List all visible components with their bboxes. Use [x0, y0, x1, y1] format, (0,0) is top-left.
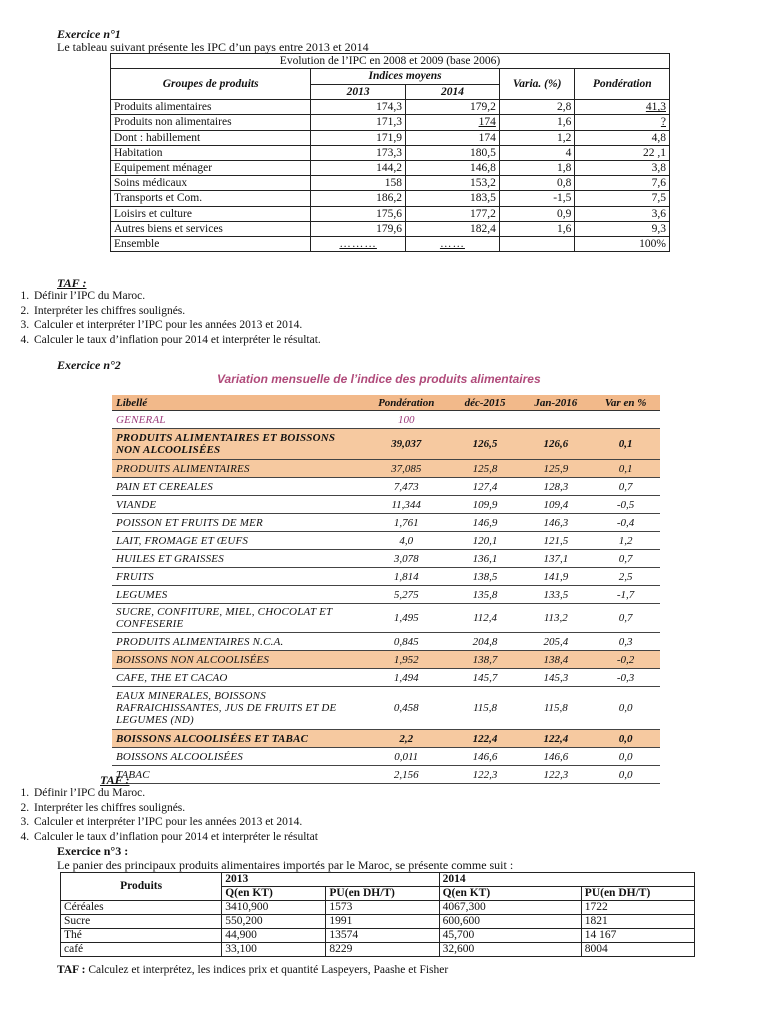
- imports-cell-label: Thé: [61, 929, 222, 943]
- ipc-table: [110, 53, 670, 252]
- food-cell-label: LEGUMES: [112, 586, 363, 604]
- food-cell-var: 0,3: [591, 633, 660, 651]
- ipc-cell-label: Transports et Com.: [111, 191, 311, 206]
- food-cell-jan: 138,4: [520, 651, 591, 669]
- food-cell-label: CAFE, THE ET CACAO: [112, 669, 363, 687]
- food-cell-jan: 137,1: [520, 550, 591, 568]
- col-varia: Varia. (%): [499, 69, 575, 100]
- ipc-cell-pond: 7,5: [575, 191, 670, 206]
- ex1-taf-list: [0, 289, 321, 347]
- ex2-taf-list: [0, 786, 318, 844]
- food-cell-pond: 0,011: [363, 748, 450, 766]
- col-2013: 2013: [311, 84, 406, 100]
- food-cell-jan: 125,9: [520, 460, 591, 478]
- food-index-row: [112, 766, 660, 784]
- ex3-title: Exercice n°3 :: [57, 844, 129, 858]
- food-cell-var: 1,2: [591, 532, 660, 550]
- ipc-cell-v2014: 180,5: [406, 145, 500, 160]
- imports-row: [61, 915, 695, 929]
- t2-col-ponderation: Pondération: [363, 395, 450, 411]
- food-cell-pond: 11,344: [363, 496, 450, 514]
- t3-year-2014: 2014: [439, 873, 694, 887]
- food-cell-dec: 122,3: [450, 766, 521, 784]
- ipc-cell-v2013: 171,9: [311, 130, 406, 145]
- ex3-taf: [57, 964, 448, 976]
- food-cell-dec: 109,9: [450, 496, 521, 514]
- food-cell-var: 0,0: [591, 766, 660, 784]
- ipc-cell-v2014: 177,2: [406, 206, 500, 221]
- ipc-row: [111, 130, 670, 145]
- food-cell-pond: 0,845: [363, 633, 450, 651]
- food-cell-label: BOISSONS ALCOOLISÉES ET TABAC: [112, 730, 363, 748]
- food-cell-jan: 141,9: [520, 568, 591, 586]
- ipc-row: [111, 160, 670, 175]
- ex2-taf-label: TAF :: [100, 773, 130, 787]
- imports-cell-label: café: [61, 943, 222, 957]
- food-cell-pond: 1,495: [363, 604, 450, 633]
- t3-col-pu2013: PU(en DH/T): [326, 887, 439, 901]
- ex3-intro: Le panier des principaux produits alimentaires importés par le Maroc, se présente comme suit :: [57, 858, 514, 872]
- food-index-row: [112, 532, 660, 550]
- ipc-cell-varia: 0,8: [499, 176, 575, 191]
- food-cell-pond: 0,458: [363, 687, 450, 730]
- food-cell-pond: 1,814: [363, 568, 450, 586]
- food-cell-pond: 4,0: [363, 532, 450, 550]
- t2-col-jan2016: Jan-2016: [520, 395, 591, 411]
- food-cell-dec: 146,9: [450, 514, 521, 532]
- imports-cell-pu13: 13574: [326, 929, 439, 943]
- ipc-cell-varia: -1,5: [499, 191, 575, 206]
- taf-item: 1. Définir l’IPC du Maroc.: [32, 289, 321, 304]
- ipc-cell-varia: 1,6: [499, 115, 575, 130]
- ipc-cell-v2013: 158: [311, 176, 406, 191]
- food-cell-pond: 2,156: [363, 766, 450, 784]
- food-index-row: [112, 604, 660, 633]
- food-cell-pond: 1,494: [363, 669, 450, 687]
- food-cell-jan: 146,6: [520, 748, 591, 766]
- imports-row: [61, 901, 695, 915]
- taf-item: 3. Calculer et interpréter l’IPC pour les années 2013 et 2014.: [32, 318, 321, 333]
- food-cell-jan: 122,3: [520, 766, 591, 784]
- food-cell-var: 0,7: [591, 478, 660, 496]
- ipc-cell-pond: 100%: [575, 236, 670, 251]
- imports-cell-label: Sucre: [61, 915, 222, 929]
- ipc-cell-label: Habitation: [111, 145, 311, 160]
- food-cell-var: -0,4: [591, 514, 660, 532]
- food-cell-label: BOISSONS NON ALCOOLISÉES: [112, 651, 363, 669]
- food-cell-jan: 126,6: [520, 429, 591, 460]
- food-cell-jan: 115,8: [520, 687, 591, 730]
- food-cell-jan: 146,3: [520, 514, 591, 532]
- ipc-cell-label: Equipement ménager: [111, 160, 311, 175]
- food-index-row: [112, 568, 660, 586]
- food-cell-label: GENERAL: [112, 411, 363, 429]
- ipc-cell-v2013: 175,6: [311, 206, 406, 221]
- food-index-row: [112, 730, 660, 748]
- taf-item: 3. Calculer et interpréter l’IPC pour les années 2013 et 2014.: [32, 815, 318, 830]
- ex3-taf-label: TAF :: [57, 964, 86, 976]
- food-cell-pond: 7,473: [363, 478, 450, 496]
- food-cell-label: EAUX MINERALES, BOISSONS RAFRAICHISSANTES, JUS DE FRUITS ET DE LEGUMES (ND): [112, 687, 363, 730]
- ipc-cell-pond: 22 ,1: [575, 145, 670, 160]
- ipc-cell-varia: [499, 236, 575, 251]
- food-cell-dec: 112,4: [450, 604, 521, 633]
- food-index-row: [112, 550, 660, 568]
- ipc-cell-v2013: 144,2: [311, 160, 406, 175]
- food-index-row: [112, 429, 660, 460]
- imports-row: [61, 929, 695, 943]
- food-cell-label: TABAC: [112, 766, 363, 784]
- ipc-cell-varia: 0,9: [499, 206, 575, 221]
- food-cell-var: 0,7: [591, 550, 660, 568]
- ipc-cell-varia: 1,2: [499, 130, 575, 145]
- food-cell-pond: 5,275: [363, 586, 450, 604]
- imports-cell-q14: 45,700: [439, 929, 581, 943]
- ipc-cell-v2013: 173,3: [311, 145, 406, 160]
- ex1-title: Exercice n°1: [57, 27, 121, 41]
- food-cell-pond: 2,2: [363, 730, 450, 748]
- food-cell-pond: 37,085: [363, 460, 450, 478]
- food-index-row: [112, 687, 660, 730]
- taf-item: 2. Interpréter les chiffres soulignés.: [32, 801, 318, 816]
- ipc-cell-pond: 3,8: [575, 160, 670, 175]
- food-index-row: [112, 669, 660, 687]
- t3-col-produits: Produits: [61, 873, 222, 901]
- ipc-row: [111, 236, 670, 251]
- t3-year-2013: 2013: [222, 873, 439, 887]
- ex1-intro: Le tableau suivant présente les IPC d’un pays entre 2013 et 2014: [57, 40, 369, 54]
- imports-cell-pu14: 1722: [581, 901, 694, 915]
- food-index-row: [112, 411, 660, 429]
- food-cell-dec: 127,4: [450, 478, 521, 496]
- ipc-cell-v2014: 179,2: [406, 100, 500, 115]
- ipc-cell-pond: 4,8: [575, 130, 670, 145]
- food-cell-jan: 205,4: [520, 633, 591, 651]
- ipc-cell-label: Loisirs et culture: [111, 206, 311, 221]
- food-cell-jan: 121,5: [520, 532, 591, 550]
- food-index-row: [112, 514, 660, 532]
- food-cell-var: 0,1: [591, 460, 660, 478]
- ipc-cell-pond: 9,3: [575, 221, 670, 236]
- food-cell-dec: 122,4: [450, 730, 521, 748]
- food-index-row: [112, 633, 660, 651]
- ipc-cell-pond: 41,3: [575, 100, 670, 115]
- imports-cell-pu13: 8229: [326, 943, 439, 957]
- ex1-taf-label: TAF :: [57, 276, 87, 290]
- imports-cell-q14: 4067,300: [439, 901, 581, 915]
- t3-col-q2013: Q(en KT): [222, 887, 326, 901]
- imports-cell-q14: 600,600: [439, 915, 581, 929]
- ipc-cell-varia: 2,8: [499, 100, 575, 115]
- imports-cell-pu13: 1573: [326, 901, 439, 915]
- food-cell-var: 0,1: [591, 429, 660, 460]
- t2-col-dec2015: déc-2015: [450, 395, 521, 411]
- imports-cell-pu14: 14 167: [581, 929, 694, 943]
- food-cell-label: SUCRE, CONFITURE, MIEL, CHOCOLAT ET CONFESERIE: [112, 604, 363, 633]
- ipc-cell-v2014: 174: [406, 115, 500, 130]
- food-index-table: [112, 395, 660, 784]
- food-cell-label: PRODUITS ALIMENTAIRES N.C.A.: [112, 633, 363, 651]
- imports-cell-pu14: 1821: [581, 915, 694, 929]
- col-groupes: Groupes de produits: [111, 69, 311, 100]
- food-cell-label: PAIN ET CEREALES: [112, 478, 363, 496]
- imports-cell-q13: 3410,900: [222, 901, 326, 915]
- col-2014: 2014: [406, 84, 500, 100]
- food-cell-dec: 120,1: [450, 532, 521, 550]
- taf-item: 4. Calculer le taux d’inflation pour 2014 et interpréter le résultat.: [32, 333, 321, 348]
- ipc-cell-v2014: 174: [406, 130, 500, 145]
- food-cell-pond: 1,952: [363, 651, 450, 669]
- food-cell-pond: 100: [363, 411, 450, 429]
- ipc-row: [111, 100, 670, 115]
- imports-cell-pu14: 8004: [581, 943, 694, 957]
- ipc-cell-label: Produits alimentaires: [111, 100, 311, 115]
- ipc-cell-varia: 1,8: [499, 160, 575, 175]
- food-cell-jan: 113,2: [520, 604, 591, 633]
- food-cell-pond: 1,761: [363, 514, 450, 532]
- food-cell-jan: [520, 411, 591, 429]
- ipc-cell-v2014: 153,2: [406, 176, 500, 191]
- ipc-row: [111, 221, 670, 236]
- food-index-row: [112, 496, 660, 514]
- ipc-table-caption: Evolution de l’IPC en 2008 et 2009 (base 2006): [111, 54, 670, 69]
- imports-row: [61, 943, 695, 957]
- food-cell-pond: 3,078: [363, 550, 450, 568]
- food-cell-var: -0,3: [591, 669, 660, 687]
- imports-cell-q13: 44,900: [222, 929, 326, 943]
- food-cell-var: -0,5: [591, 496, 660, 514]
- food-cell-jan: 122,4: [520, 730, 591, 748]
- imports-cell-q13: 550,200: [222, 915, 326, 929]
- ipc-cell-label: Dont : habillement: [111, 130, 311, 145]
- ipc-cell-label: Autres biens et services: [111, 221, 311, 236]
- food-cell-dec: 138,7: [450, 651, 521, 669]
- imports-cell-pu13: 1991: [326, 915, 439, 929]
- food-cell-label: VIANDE: [112, 496, 363, 514]
- t3-col-pu2014: PU(en DH/T): [581, 887, 694, 901]
- ipc-cell-label: Soins médicaux: [111, 176, 311, 191]
- t2-col-libelle: Libellé: [112, 395, 363, 411]
- food-cell-dec: 136,1: [450, 550, 521, 568]
- food-cell-label: LAIT, FROMAGE ET ŒUFS: [112, 532, 363, 550]
- food-cell-dec: 126,5: [450, 429, 521, 460]
- food-cell-var: -0,2: [591, 651, 660, 669]
- food-cell-label: HUILES ET GRAISSES: [112, 550, 363, 568]
- food-cell-jan: 128,3: [520, 478, 591, 496]
- food-cell-label: BOISSONS ALCOOLISÉES: [112, 748, 363, 766]
- ipc-cell-label: Ensemble: [111, 236, 311, 251]
- ipc-cell-pond: ?: [575, 115, 670, 130]
- food-cell-dec: 138,5: [450, 568, 521, 586]
- ipc-row: [111, 206, 670, 221]
- imports-table: [60, 872, 695, 957]
- taf-item: 2. Interpréter les chiffres soulignés.: [32, 304, 321, 319]
- ex2-title: Exercice n°2: [57, 358, 121, 372]
- t2-col-var: Var en %: [591, 395, 660, 411]
- food-cell-var: 0,0: [591, 687, 660, 730]
- ipc-cell-label: Produits non alimentaires: [111, 115, 311, 130]
- ex2-table-title: Variation mensuelle de l’indice des produits alimentaires: [217, 372, 541, 386]
- food-cell-dec: 146,6: [450, 748, 521, 766]
- ipc-cell-varia: 4: [499, 145, 575, 160]
- food-index-row: [112, 478, 660, 496]
- food-cell-jan: 145,3: [520, 669, 591, 687]
- food-index-row: [112, 748, 660, 766]
- ex3-taf-text: Calculez et interprétez, les indices prix et quantité Laspeyers, Paashe et Fisher: [88, 964, 449, 976]
- ipc-cell-v2013: 179,6: [311, 221, 406, 236]
- ipc-cell-v2013: 186,2: [311, 191, 406, 206]
- food-cell-var: 0,0: [591, 748, 660, 766]
- taf-item: 4. Calculer le taux d’inflation pour 2014 et interpréter le résultat: [32, 830, 318, 845]
- food-cell-var: 0,7: [591, 604, 660, 633]
- food-cell-label: PRODUITS ALIMENTAIRES: [112, 460, 363, 478]
- food-cell-var: 0,0: [591, 730, 660, 748]
- ipc-cell-v2013: 174,3: [311, 100, 406, 115]
- ipc-cell-v2014: 182,4: [406, 221, 500, 236]
- food-cell-label: FRUITS: [112, 568, 363, 586]
- food-cell-pond: 39,037: [363, 429, 450, 460]
- food-cell-var: -1,7: [591, 586, 660, 604]
- ipc-row: [111, 191, 670, 206]
- ipc-cell-v2013: ………: [311, 236, 406, 251]
- ipc-row: [111, 145, 670, 160]
- taf-item: 1. Définir l’IPC du Maroc.: [32, 786, 318, 801]
- food-index-row: [112, 586, 660, 604]
- ipc-row: [111, 176, 670, 191]
- t3-col-q2014: Q(en KT): [439, 887, 581, 901]
- food-cell-label: PRODUITS ALIMENTAIRES ET BOISSONS NON ALCOOLISÉES: [112, 429, 363, 460]
- food-cell-label: POISSON ET FRUITS DE MER: [112, 514, 363, 532]
- food-index-row: [112, 460, 660, 478]
- food-cell-dec: 125,8: [450, 460, 521, 478]
- imports-cell-label: Céréales: [61, 901, 222, 915]
- food-cell-dec: 115,8: [450, 687, 521, 730]
- food-cell-var: 2,5: [591, 568, 660, 586]
- imports-cell-q13: 33,100: [222, 943, 326, 957]
- food-cell-dec: 135,8: [450, 586, 521, 604]
- col-indices: Indices moyens: [311, 69, 500, 85]
- ipc-cell-varia: 1,6: [499, 221, 575, 236]
- ipc-row: [111, 115, 670, 130]
- food-cell-jan: 133,5: [520, 586, 591, 604]
- ipc-cell-pond: 3,6: [575, 206, 670, 221]
- ipc-cell-v2013: 171,3: [311, 115, 406, 130]
- food-index-row: [112, 651, 660, 669]
- ipc-cell-v2014: 146,8: [406, 160, 500, 175]
- food-cell-dec: 145,7: [450, 669, 521, 687]
- col-ponderation: Pondération: [575, 69, 670, 100]
- food-cell-jan: 109,4: [520, 496, 591, 514]
- food-cell-dec: [450, 411, 521, 429]
- ipc-cell-v2014: ……: [406, 236, 500, 251]
- imports-cell-q14: 32,600: [439, 943, 581, 957]
- ipc-cell-v2014: 183,5: [406, 191, 500, 206]
- food-cell-dec: 204,8: [450, 633, 521, 651]
- food-cell-var: [591, 411, 660, 429]
- ipc-cell-pond: 7,6: [575, 176, 670, 191]
